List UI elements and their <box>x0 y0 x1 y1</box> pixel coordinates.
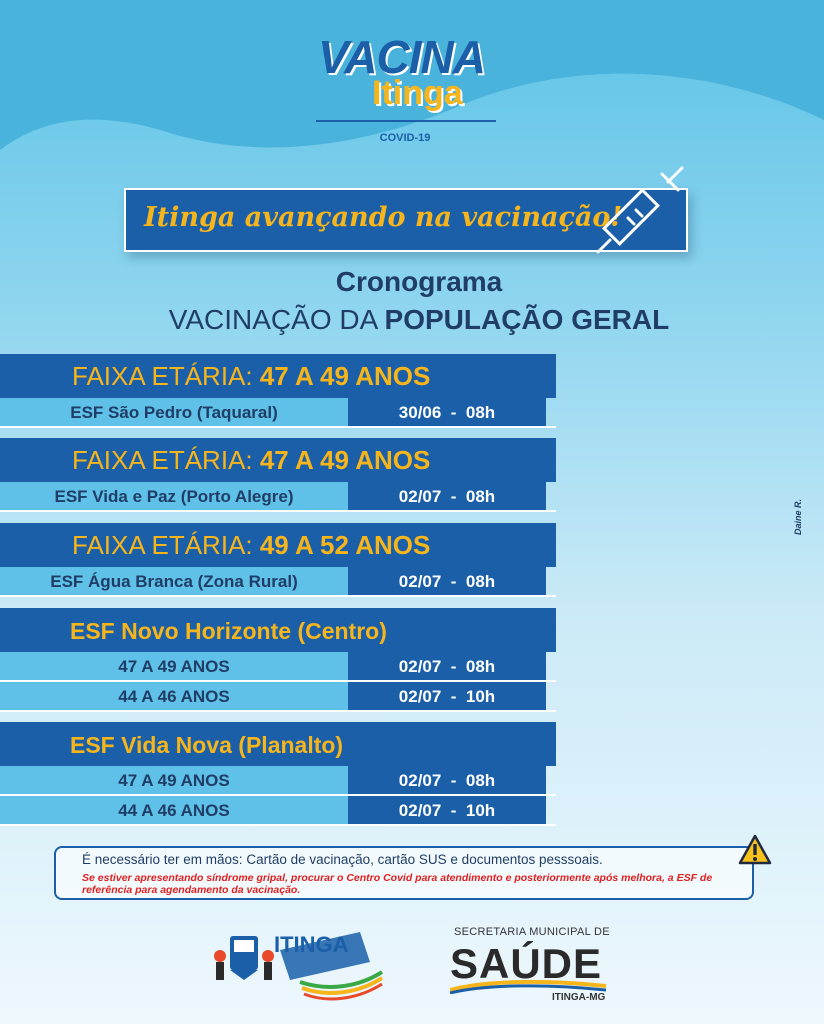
age-range-header <box>0 438 556 482</box>
row-age-range: 47 A 49 ANOS <box>0 652 348 680</box>
age-label: FAIXA ETÁRIA: <box>72 361 260 391</box>
warning-icon <box>738 834 772 866</box>
table-row <box>0 398 556 428</box>
subtitle-regular: VACINAÇÃO DA <box>168 304 385 335</box>
subtitle-bold: POPULAÇÃO GERAL <box>384 304 670 335</box>
row-date-time: 02/07 - 08h <box>348 567 546 595</box>
row-date-time: 02/07 - 08h <box>348 766 546 794</box>
schedule-block-3 <box>0 523 556 597</box>
row-place: ESF Vida e Paz (Porto Alegre) <box>0 482 348 510</box>
vacina-itinga-logo <box>300 22 510 152</box>
schedule-block-1 <box>0 354 556 428</box>
age-range-header <box>0 354 556 398</box>
esf-header: ESF Novo Horizonte (Centro) <box>0 608 556 652</box>
row-age-range: 44 A 46 ANOS <box>0 796 348 824</box>
notice-warning-text: Se estiver apresentando síndrome gripal, procurar o Centro Covid para atendimento e posteriormente após melhora, a ESF de referência para agendamento da vacinação. <box>82 872 713 896</box>
saude-city-text: ITINGA-MG <box>552 992 606 1003</box>
logo-covid-tag: COVID-19 <box>379 132 431 144</box>
schedule-block-2 <box>0 438 556 512</box>
age-range: 49 A 52 ANOS <box>259 530 431 560</box>
esf-header: ESF Vida Nova (Planalto) <box>0 722 556 766</box>
table-row <box>0 567 556 597</box>
schedule-title: Cronograma <box>335 266 503 297</box>
age-range-header <box>0 523 556 567</box>
schedule-block-4 <box>0 608 556 712</box>
saude-wordmark: SAÚDE <box>450 940 603 987</box>
table-row <box>0 682 556 712</box>
requirements-notice <box>54 846 754 900</box>
signature-text: Daine R. <box>793 498 804 536</box>
secretaria-saude-logo <box>448 926 618 1006</box>
prefeitura-logo <box>210 922 390 1008</box>
logo-vacina-text: VACINA <box>318 31 485 83</box>
row-date-time: 02/07 - 10h <box>348 796 546 824</box>
row-age-range: 47 A 49 ANOS <box>0 766 348 794</box>
saude-top-text: SECRETARIA MUNICIPAL DE <box>454 926 610 938</box>
prefeitura-name: ITINGA <box>274 932 349 957</box>
logo-divider <box>316 120 496 122</box>
table-row <box>0 482 556 512</box>
age-label: FAIXA ETÁRIA: <box>72 445 260 475</box>
row-date-time: 02/07 - 10h <box>348 682 546 710</box>
designer-signature <box>788 496 812 546</box>
row-age-range: 44 A 46 ANOS <box>0 682 348 710</box>
age-range: 47 A 49 ANOS <box>259 361 431 391</box>
schedule-block-5 <box>0 722 556 826</box>
row-place: ESF São Pedro (Taquaral) <box>0 398 348 426</box>
banner-text: Itinga avançando na vacinação! <box>144 202 623 233</box>
row-date-time: 30/06 - 08h <box>348 398 546 426</box>
row-date-time: 02/07 - 08h <box>348 482 546 510</box>
notice-main-text: É necessário ter em mãos: Cartão de vacinação, cartão SUS e documentos pesssoais. <box>82 852 603 867</box>
age-range: 47 A 49 ANOS <box>259 445 431 475</box>
syringe-icon <box>590 160 690 260</box>
table-row <box>0 796 556 826</box>
logo-itinga-text: Itinga <box>372 74 463 112</box>
table-row <box>0 766 556 796</box>
schedule-subtitle <box>0 304 824 336</box>
row-date-time: 02/07 - 08h <box>348 652 546 680</box>
row-place: ESF Água Branca (Zona Rural) <box>0 567 348 595</box>
table-row <box>0 652 556 682</box>
age-label: FAIXA ETÁRIA: <box>72 530 260 560</box>
